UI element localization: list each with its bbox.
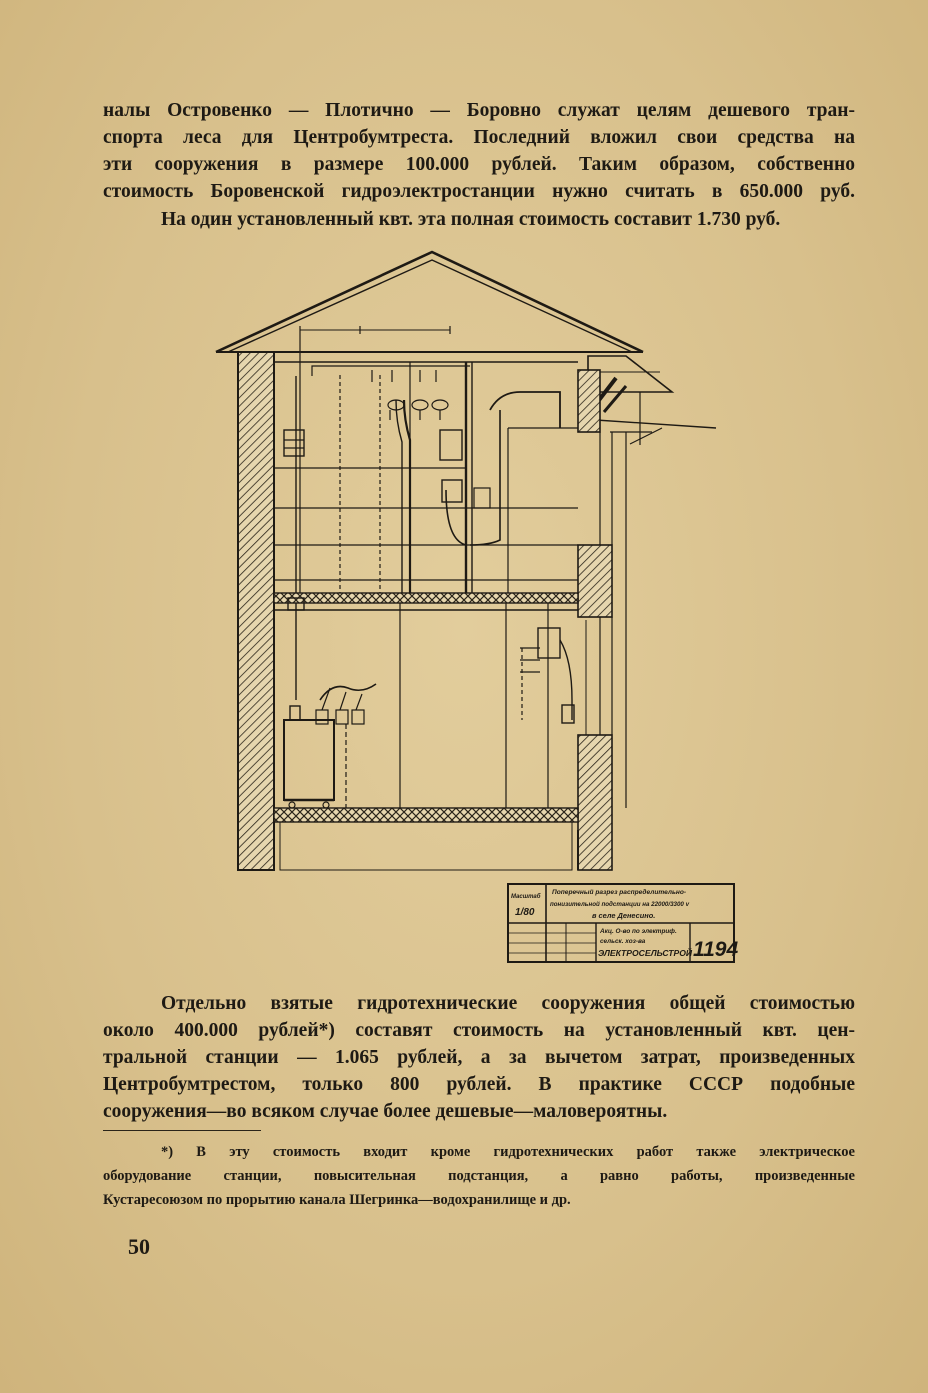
scale-label: Масштаб: [511, 894, 541, 900]
footnote-line-2: оборудование станции, повысительная подстанция, а равно работы, произведенные: [103, 1168, 855, 1184]
page-number: 50: [128, 1234, 150, 1259]
paragraph-3-line-1: Отдельно взятые гидротехнические сооружения общей стоимостью: [161, 993, 855, 1014]
drawing-title-line-3: в селе Денесино.: [592, 911, 656, 920]
paragraph-2: На один установленный квт. эта полная стоимость составит 1.730 руб.: [161, 209, 781, 230]
organization-name: ЭЛЕКТРОСЕЛЬСТРОЙ: [598, 948, 693, 958]
paragraph-3-line-3: тральной станции — 1.065 рублей, а за вычетом затрат, произведенных: [103, 1047, 855, 1068]
paragraph-1-line-2: спорта леса для Центробумтреста. Последний вложил свои средства на: [103, 127, 855, 148]
paragraph-1-line-3: эти сооружения в размере 100.000 рублей. Таким образом, собственно: [103, 154, 855, 175]
footnote-line-1: *) В эту стоимость входит кроме гидротехнических работ также электрическое: [161, 1144, 855, 1160]
drawing-title-block: [508, 884, 738, 962]
paragraph-3: [103, 990, 855, 1125]
organization-line-2: сельск. хоз-ва: [600, 938, 646, 945]
scale-value: 1/80: [515, 907, 535, 918]
drawing-title-line-1: Поперечный разрез распределительно-: [552, 889, 687, 896]
sheet-number: 1194: [693, 938, 739, 961]
footnote-line-3: Кустаресоюзом по прорытию канала Шегринка—водохранилище и др.: [103, 1192, 571, 1208]
paragraph-3-line-5: сооружения—во всяком случае более дешевые—маловероятны.: [103, 1101, 668, 1122]
organization-line-1: Акц. О-во по электриф.: [600, 928, 677, 935]
paragraph-1-line-4: стоимость Боровенской гидроэлектростанции нужно считать в 650.000 руб.: [103, 181, 855, 202]
drawing-title-line-2: понизительной подстанции на 22000/3300 v: [550, 901, 690, 908]
footnote: [103, 1140, 855, 1212]
paragraph-3-line-2: около 400.000 рублей*) составят стоимость на установленный квт. цен-: [103, 1020, 855, 1041]
paragraph-3-line-4: Центробумтрестом, только 800 рублей. В практике СССР подобные: [103, 1074, 855, 1095]
paragraph-1-line-1: налы Островенко — Плотично — Боровно служат целям дешевого тран-: [103, 100, 855, 121]
footnote-separator: [103, 1130, 261, 1131]
